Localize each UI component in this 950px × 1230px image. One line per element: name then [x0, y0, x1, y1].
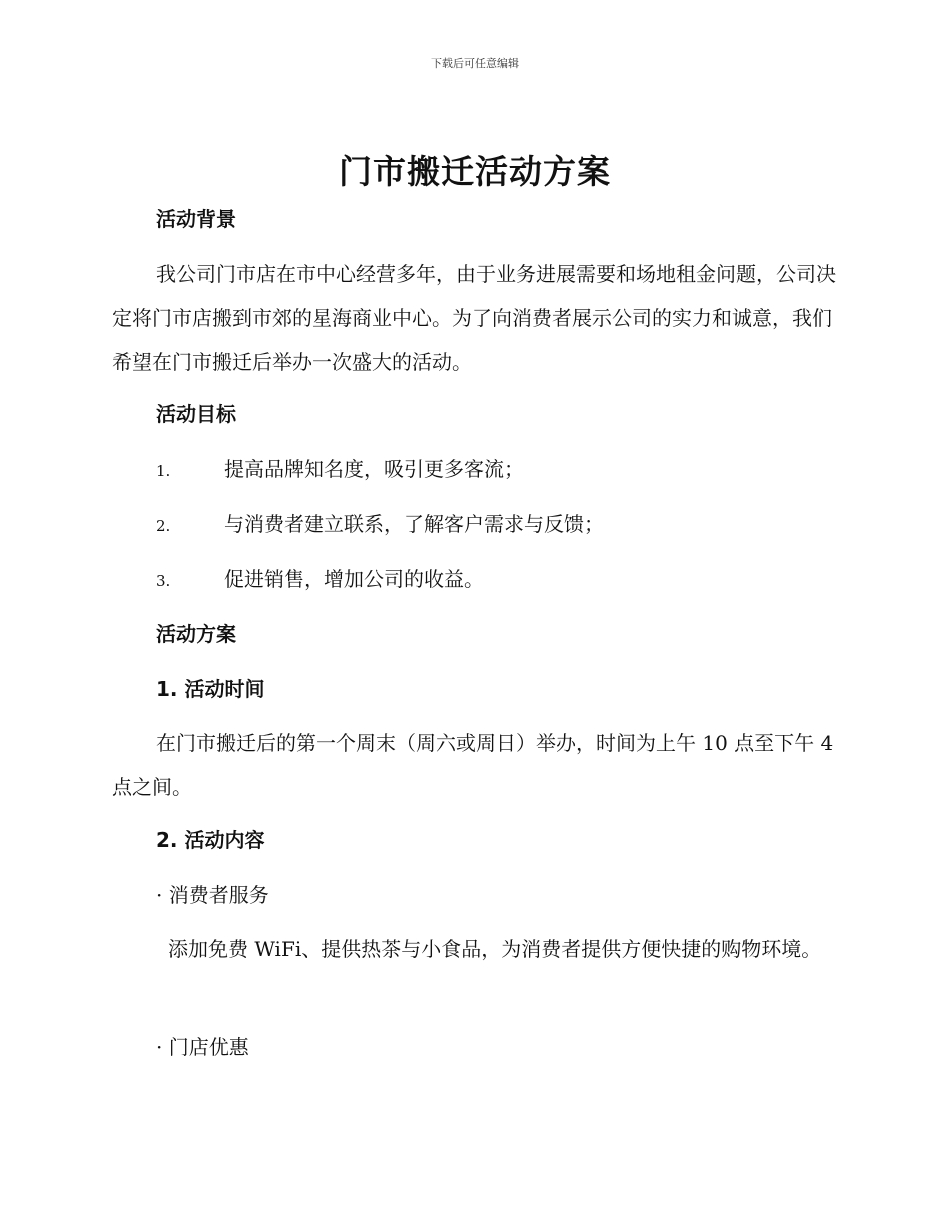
goal-number: 1.: [156, 462, 171, 480]
heading-background: 活动背景: [156, 207, 236, 231]
paragraph-time: 在门市搬迁后的第一个周末（周六或周日）举办，时间为上午 10 点至下午 4 点之间。: [112, 731, 834, 799]
goal-text: 促进销售，增加公司的收益。: [224, 567, 484, 591]
document-title: 门市搬迁活动方案: [339, 152, 611, 191]
goal-text: 与消费者建立联系，了解客户需求与反馈；: [224, 512, 604, 536]
heading-time: 1. 活动时间: [156, 677, 265, 701]
heading-plan: 活动方案: [156, 622, 236, 646]
header-note: 下载后可任意编辑: [431, 57, 519, 70]
paragraph-service: 添加免费 WiFi、提供热茶与小食品，为消费者提供方便快捷的购物环境。: [168, 937, 822, 961]
goal-text: 提高品牌知名度，吸引更多客流；: [224, 457, 524, 481]
goal-number: 2.: [156, 517, 171, 535]
heading-goals: 活动目标: [156, 402, 236, 426]
heading-content: 2. 活动内容: [156, 828, 265, 852]
goal-number: 3.: [156, 572, 171, 590]
bullet-consumer-service: · 消费者服务: [156, 883, 269, 907]
paragraph-background: 我公司门市店在市中心经营多年，由于业务进展需要和场地租金问题，公司决定将门市店搬到市郊的星海商业中心。为了向消费者展示公司的实力和诚意，我们希望在门市搬迁后举办一次盛大的活动。: [112, 262, 836, 374]
bullet-store-discount: · 门店优惠: [156, 1035, 249, 1059]
